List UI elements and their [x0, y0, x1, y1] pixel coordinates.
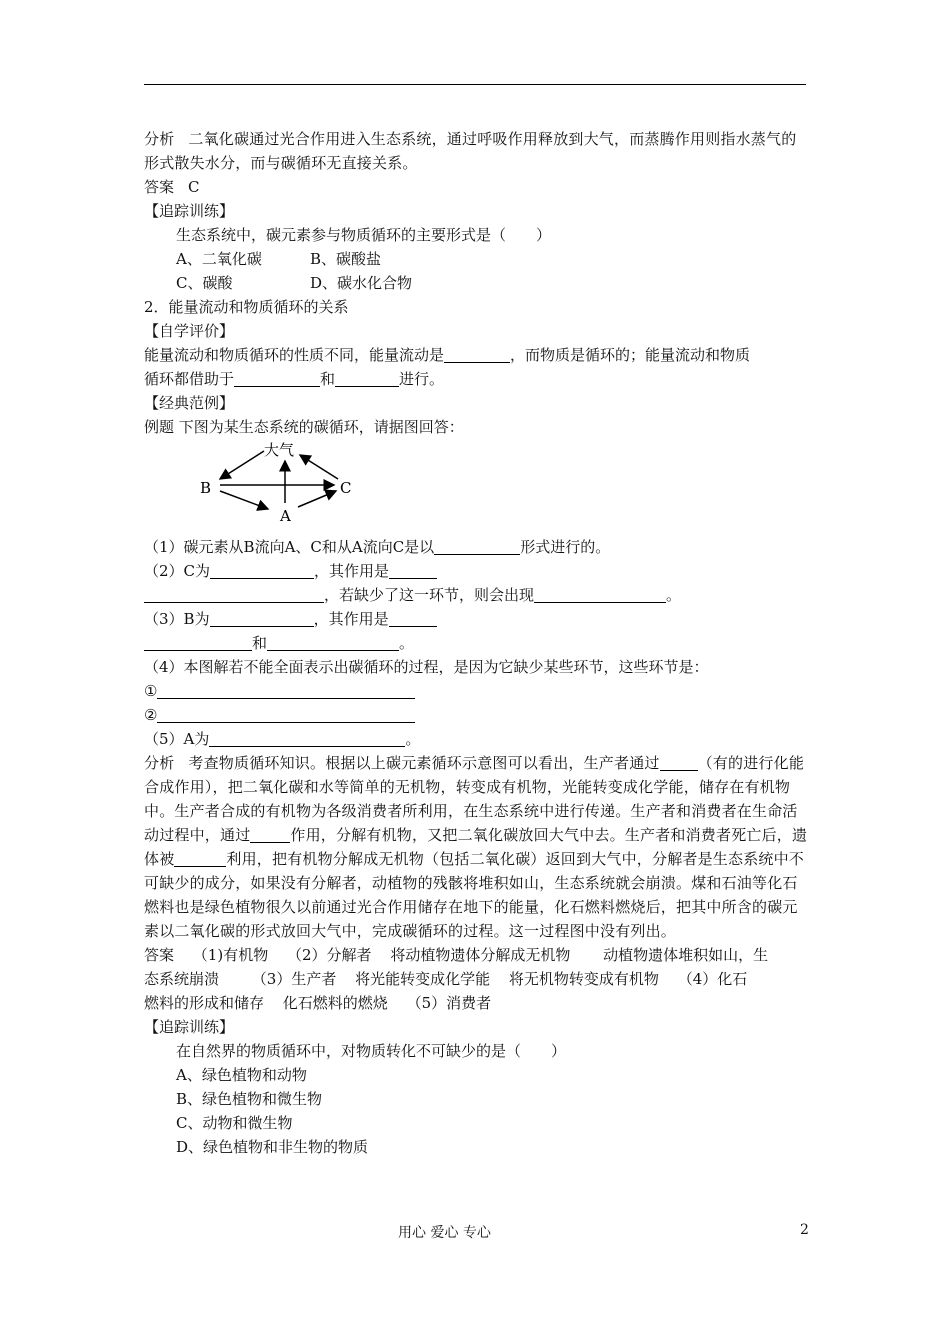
question-text: （5）A为: [144, 730, 210, 748]
track-question-2: 在自然界的物质循环中，对物质转化不可缺少的是（ ）: [176, 1042, 567, 1060]
answer-part: 将动植物遗体分解成无机物: [390, 946, 571, 964]
analysis-text: 考查物质循环知识。根据以上碳元素循环示意图可以看出，生产者通过: [188, 754, 660, 772]
blank: [389, 562, 437, 579]
answer-part: （5）消费者: [406, 994, 492, 1012]
node-c: C: [340, 479, 352, 497]
self-eval-text: 和: [320, 370, 336, 388]
option-c: C、碳酸: [176, 274, 233, 292]
track-question-1: 生态系统中，碳元素参与物质循环的主要形式是（ ）: [176, 226, 552, 244]
footer-motto: 用心 爱心 专心: [398, 1225, 491, 1241]
blank: [267, 634, 399, 651]
question-text: 形式进行的。: [520, 538, 611, 556]
option-a: A、绿色植物和动物: [176, 1066, 307, 1084]
analysis-label: 分析: [144, 130, 175, 148]
node-a: A: [280, 507, 291, 525]
answer-part: 将光能转变成化学能: [355, 970, 491, 988]
blank: [157, 706, 415, 723]
blank: [210, 610, 314, 627]
blank: [335, 370, 399, 387]
analysis-paragraph-2: [144, 751, 808, 943]
self-eval-line-2: [144, 367, 808, 391]
question-3-cont: [144, 631, 808, 655]
track-heading-1: 【追踪训练】: [144, 202, 235, 220]
blank: [250, 826, 290, 843]
option-d: D、碳水化合物: [310, 274, 413, 292]
header-rule: [144, 84, 806, 85]
analysis-text: 作用，分解有机物，又把二氧化碳放回大气中去。生产者和消费者死亡后，遗体被: [144, 826, 808, 868]
question-text: 。: [666, 586, 682, 604]
question-text: 。: [405, 730, 421, 748]
question-4-item-1: [144, 679, 808, 703]
blank: [389, 610, 437, 627]
page-content: [144, 127, 808, 1159]
analysis-paragraph-1: [144, 127, 808, 175]
blank: [210, 562, 314, 579]
question-text: ，其作用是: [313, 610, 389, 628]
option-b: B、绿色植物和微生物: [176, 1090, 323, 1108]
example-heading: 【经典范例】: [144, 394, 235, 412]
question-text: （3）B为: [144, 610, 210, 628]
answer-part: 将无机物转变成有机物: [508, 970, 659, 988]
analysis-text: 二氧化碳通过光合作用进入生态系统，通过呼吸作用释放到大气，而蒸腾作用则指水蒸气的形式散失水分，而与碳循环无直接关系。: [144, 130, 797, 172]
question-4: （4）本图解若不能全面表示出碳循环的过程，是因为它缺少某些环节，这些环节是：: [144, 658, 709, 676]
option-a: A、二氧化碳: [176, 250, 262, 268]
question-text: （1）碳元素从B流向A、C和从A流向C是以: [144, 538, 435, 556]
blank: [209, 730, 405, 747]
blank: [144, 586, 324, 603]
circled-number: ①: [144, 682, 158, 700]
answer-label: 答案: [144, 946, 175, 964]
question-5: [144, 727, 808, 751]
track-heading-2: 【追踪训练】: [144, 1018, 235, 1036]
answer-label: 答案: [144, 178, 175, 196]
carbon-cycle-svg: [200, 441, 370, 525]
arrow-a-to-c: [298, 491, 336, 507]
analysis-label: 分析: [144, 754, 175, 772]
blank: [234, 370, 320, 387]
arrow-c-to-atmosphere: [300, 455, 338, 479]
arrow-atmosphere-to-b: [220, 451, 264, 479]
answer-line-1: [144, 175, 808, 199]
question-text: 。: [399, 634, 415, 652]
answer-part: （2）分解者: [286, 946, 372, 964]
blank: [534, 586, 666, 603]
question-text: ，若缺少了这一环节，则会出现: [324, 586, 535, 604]
question-2-cont: [144, 583, 808, 607]
blank: [660, 754, 698, 771]
answer-part: 态系统崩溃: [144, 970, 220, 988]
self-eval-heading: 【自学评价】: [144, 322, 235, 340]
self-eval-text: 能量流动和物质循环的性质不同，能量流动是: [144, 346, 445, 364]
answer-part: （3）生产者: [251, 970, 337, 988]
question-4-item-2: [144, 703, 808, 727]
blank: [157, 682, 415, 699]
question-2: [144, 559, 808, 583]
answer-part: 燃料的形成和储存: [144, 994, 265, 1012]
question-text: ，其作用是: [314, 562, 390, 580]
node-atmosphere: 大气: [264, 441, 295, 459]
option-b: B、碳酸盐: [310, 250, 382, 268]
answer-part: 动植物遗体堆积如山，生: [603, 946, 769, 964]
analysis-text: 利用，把有机物分解成无机物（包括二氧化碳）返回到大气中，分解者是生态系统中不可缺少的成分，如果没有分解者，动植物的残骸将堆积如山，生态系统就会崩溃。煤和石油等化石燃料也是绿色植物很久以前通过光合作用储存在地下的能量，化石燃料燃烧后，把其中所含的碳元素以二氧化碳的形式放回大气中，完成碳循环的过程。这一过程图中没有列出。: [144, 850, 805, 940]
self-eval-text: 进行。: [399, 370, 445, 388]
arrow-b-to-a: [220, 491, 268, 509]
example-intro: 例题 下图为某生态系统的碳循环，请据图回答：: [144, 418, 464, 436]
answer-part: （1)有机物: [192, 946, 269, 964]
carbon-cycle-diagram: [144, 441, 808, 529]
blank: [174, 850, 226, 867]
track-options-row-2: [144, 271, 808, 295]
answer-line-2a: [144, 943, 808, 967]
question-text: （2）C为: [144, 562, 211, 580]
self-eval-text: 循环都借助于: [144, 370, 235, 388]
question-3: [144, 607, 808, 631]
answer-part: 化石燃料的燃烧: [282, 994, 388, 1012]
option-c: C、动物和微生物: [176, 1114, 293, 1132]
section-2-title: 2．能量流动和物质循环的关系: [144, 298, 349, 316]
blank: [434, 538, 520, 555]
answer-line-2b: [144, 967, 808, 991]
question-text: 和: [252, 634, 268, 652]
self-eval-text: ，而物质是循环的；能量流动和物质: [510, 346, 751, 364]
self-eval-line-1: [144, 343, 808, 367]
node-b: B: [200, 479, 212, 497]
answer-line-2c: [144, 991, 808, 1015]
blank: [444, 346, 510, 363]
answer-part: （4）化石: [677, 970, 748, 988]
page-number: 2: [800, 1222, 809, 1238]
analysis-text: （有的进行化能合成作用），把二氧化碳和水等简单的无机物，转变成有机物，光能转变成化学能，储存在有机物中。生产者合成的有机物为各级消费者所利用，在生态系统中进行传递。生产者和消费者在生命活动过程中，通过: [144, 754, 805, 844]
answer-value: C: [188, 178, 200, 196]
track-options-row-1: [144, 247, 808, 271]
option-d: D、绿色植物和非生物的物质: [176, 1138, 369, 1156]
question-1: [144, 535, 808, 559]
circled-number: ②: [144, 706, 158, 724]
blank: [144, 634, 252, 651]
